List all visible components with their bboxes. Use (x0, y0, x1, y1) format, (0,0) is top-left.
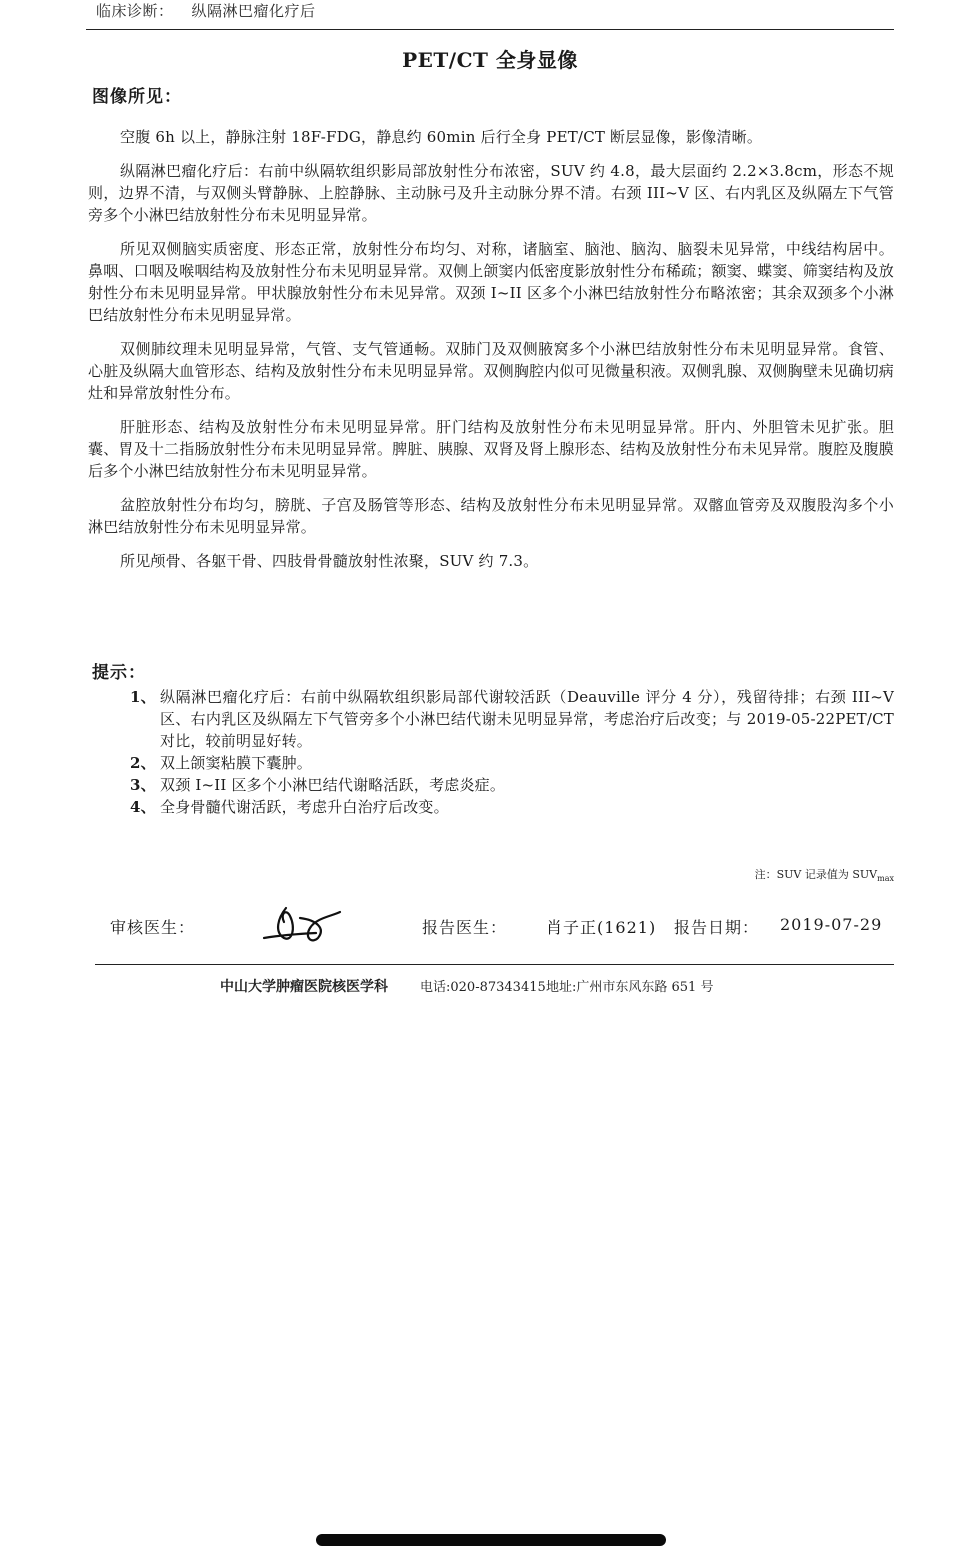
hints-list (130, 686, 894, 818)
findings-paragraph: 纵隔淋巴瘤化疗后：右前中纵隔软组织影局部放射性分布浓密，SUV 约 4.8，最大层面约 2.2×3.8cm，形态不规则，边界不清，与双侧头臂静脉、上腔静脉、主动脉弓及升主动脉分界不清。右颈 III~V 区、右内乳区及纵隔左下气管旁多个小淋巴结放射性分布未见明显异常。 (88, 162, 894, 224)
hint-number: 4、 (130, 798, 156, 816)
hint-item (130, 796, 894, 818)
findings-paragraph: 肝脏形态、结构及放射性分布未见明显异常。肝门结构及放射性分布未见明显异常。肝内、外胆管未见扩张。胆囊、胃及十二指肠放射性分布未见明显异常。脾脏、胰腺、双肾及肾上腺形态、结构及放射性分布未见异常。腹腔及腹膜后多个小淋巴结放射性分布未见明显异常。 (88, 418, 894, 480)
suv-note (755, 866, 894, 883)
hint-item (130, 774, 894, 796)
reviewer-label: 审核医生： (110, 918, 196, 937)
findings-heading: 图像所见： (92, 87, 182, 107)
findings-paragraph: 空腹 6h 以上，静脉注射 18F-FDG，静息约 60min 后行全身 PET/CT 断层显像，影像清晰。 (120, 128, 763, 146)
hints-heading: 提示： (92, 663, 146, 683)
hint-item (130, 752, 894, 774)
findings-paragraph: 双侧肺纹理未见明显异常，气管、支气管通畅。双肺门及双侧腋窝多个小淋巴结放射性分布未见明显异常。食管、心脏及纵隔大血管形态、结构及放射性分布未见明显异常。双侧胸腔内似可见微量积液。双侧乳腺、双侧胸壁未见确切病灶和异常放射性分布。 (88, 340, 894, 402)
findings-paragraph: 盆腔放射性分布均匀，膀胱、子宫及肠管等形态、结构及放射性分布未见明显异常。双髂血管旁及双腹股沟多个小淋巴结放射性分布未见明显异常。 (88, 496, 894, 536)
diagnosis-value: 纵隔淋巴瘤化疗后 (191, 2, 316, 20)
findings-body (88, 126, 894, 584)
hint-number: 3、 (130, 776, 156, 794)
signature-image (256, 898, 346, 950)
hint-number: 2、 (130, 754, 156, 772)
diagnosis-label: 临床诊断： (96, 2, 174, 20)
suv-note-text: 注：SUV 记录值为 SUV (754, 868, 878, 881)
report-title: PET/CT 全身显像 (402, 48, 578, 72)
clinical-diagnosis (96, 0, 316, 21)
footer-address: 地址:广州市东风东路 651 号 (546, 980, 714, 995)
findings-paragraph: 所见双侧脑实质密度、形态正常，放射性分布均匀、对称，诸脑室、脑池、脑沟、脑裂未见异常，中线结构居中。鼻咽、口咽及喉咽结构及放射性分布未见明显异常。双侧上颌窦内低密度影放射性分布稀疏；额窦、蝶窦、筛窦结构及放射性分布未见明显异常。甲状腺放射性分布未见异常。双颈 I~II 区多个小淋巴结放射性分布略浓密；其余双颈多个小淋巴结放射性分布未见明显异常。 (88, 240, 894, 324)
home-indicator[interactable] (316, 1534, 666, 1546)
hint-text: 双颈 I~II 区多个小淋巴结代谢略活跃，考虑炎症。 (160, 776, 506, 794)
report-date-label: 报告日期： (674, 918, 760, 937)
suv-note-subscript: max (877, 874, 894, 884)
footer-institution: 中山大学肿瘤医院核医学科 (220, 979, 388, 995)
footer-phone: 电话:020-87343415 (420, 980, 546, 995)
hint-text: 纵隔淋巴瘤化疗后：右前中纵隔软组织影局部代谢较活跃（Deauville 评分 4 分），残留待排；右颈 III~V 区、右内乳区及纵隔左下气管旁多个小淋巴结代谢未见明显异常，考虑治疗后改变；与 2019-05-22PET/CT 对比，较前明显好转。 (160, 688, 894, 750)
hint-text: 双上颌窦粘膜下囊肿。 (160, 754, 313, 772)
findings-paragraph: 所见颅骨、各躯干骨、四肢骨骨髓放射性浓聚，SUV 约 7.3。 (120, 552, 539, 570)
hint-text: 全身骨髓代谢活跃，考虑升白治疗后改变。 (160, 798, 449, 816)
top-divider (86, 29, 894, 30)
hint-item (130, 686, 894, 752)
hint-number: 1、 (130, 688, 156, 706)
reporter-label: 报告医生： (422, 918, 508, 937)
reporter-name: 肖子正(1621) (546, 918, 657, 937)
bottom-divider (95, 964, 894, 965)
report-date-value: 2019-07-29 (780, 915, 883, 934)
